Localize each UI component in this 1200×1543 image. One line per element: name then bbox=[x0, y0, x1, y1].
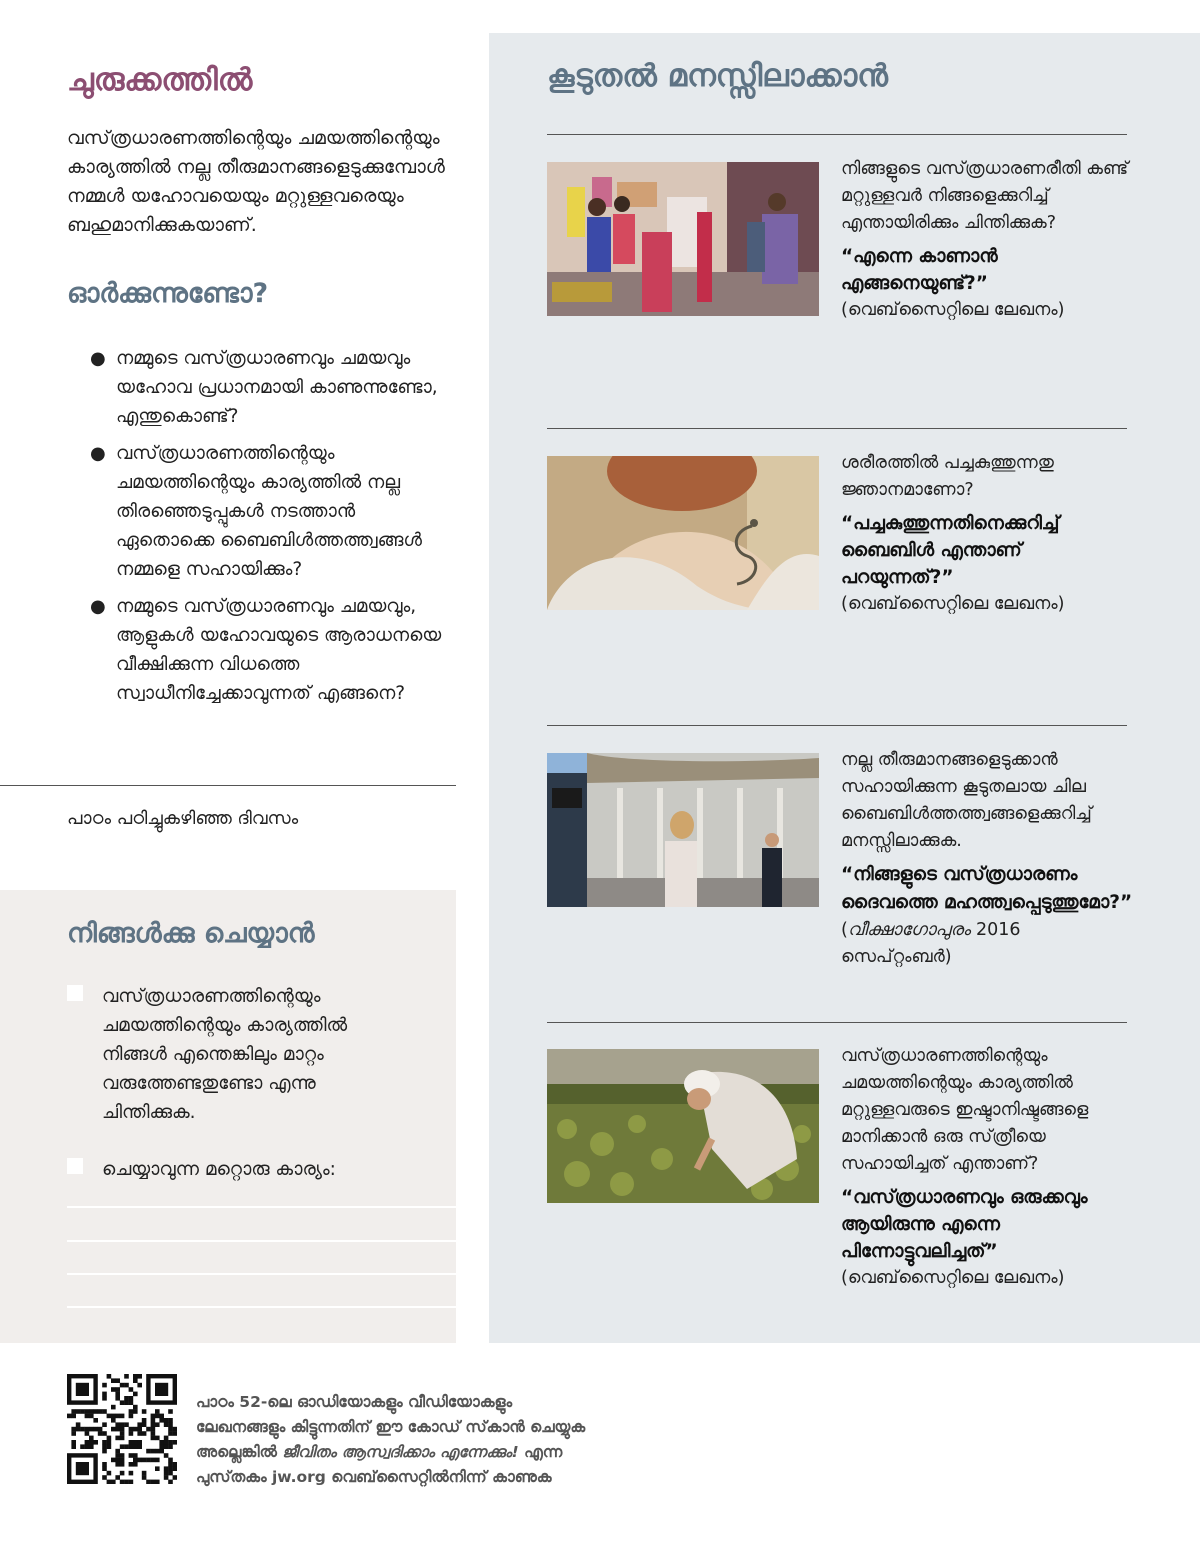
checkbox[interactable] bbox=[67, 985, 83, 1001]
learn-more-entry bbox=[841, 747, 1136, 971]
entry-title-line bbox=[841, 861, 1136, 971]
tattoo-image-icon bbox=[547, 456, 819, 610]
entry-source-magazine: വീക്ഷാഗോപുരം bbox=[847, 920, 971, 940]
todo-item-text: ചെയ്യാവുന്ന മറ്റൊരു കാര്യം: bbox=[102, 1159, 336, 1180]
checkbox[interactable] bbox=[67, 1158, 83, 1174]
footer-line: പുസ്‌തകം jw.org വെബ്‌സൈറ്റിൽനിന്ന്‌ കാണുക bbox=[196, 1468, 552, 1486]
learn-more-entry bbox=[841, 156, 1136, 324]
entry-title-link[interactable]: “എന്നെ കാണാൻ എങ്ങനെയുണ്ട്‌?” bbox=[841, 246, 998, 294]
list-item bbox=[90, 344, 450, 431]
footer-line-part: എന്ന bbox=[518, 1443, 563, 1461]
review-questions-list bbox=[90, 344, 450, 716]
question-text: നമ്മുടെ വസ്‌ത്രധാരണവും ചമയവും യഹോവ പ്രധാനമായി കാണുന്നുണ്ടോ, എന്തുകൊണ്ട്‌? bbox=[116, 348, 438, 427]
clothing-store-photo[interactable] bbox=[547, 162, 819, 316]
learn-more-entry bbox=[841, 1043, 1136, 1292]
clothing-store-image-icon bbox=[547, 162, 819, 316]
summary-text: വസ്‌ത്രധാരണത്തിന്റെയും ചമയത്തിന്റെയും കാര്യത്തിൽ നല്ല തീരുമാനങ്ങളെടുക്കുമ്പോൾ നമ്മൾ യഹോവയെയും മറ്റുള്ളവരെയും ബഹുമാനിക്കുകയാണ്‌. bbox=[67, 127, 445, 236]
stadium-image-icon bbox=[547, 753, 819, 907]
divider bbox=[0, 785, 456, 786]
qr-code-icon bbox=[67, 1374, 177, 1484]
stadium-reporter-photo[interactable] bbox=[547, 753, 819, 907]
divider bbox=[547, 725, 1127, 726]
book-title: ജീവിതം ആസ്വദിക്കാം എന്നേക്കും! bbox=[282, 1443, 519, 1461]
entry-description: ശരീരത്തിൽ പച്ചകുത്തുന്നതു ജ്ഞാനമാണോ? bbox=[841, 453, 1054, 500]
bullet-icon: ● bbox=[90, 348, 106, 369]
entry-source: (വെബ്‌സൈറ്റിലെ ലേഖനം) bbox=[841, 300, 1065, 320]
entry-source-open: ( bbox=[841, 920, 848, 940]
question-text: നമ്മുടെ വസ്‌ത്രധാരണവും ചമയവും, ആളുകൾ യഹോവയുടെ ആരാധനയെ വീക്ഷിക്കുന്ന വിധത്തെ സ്വാധീനിച്ചേക്കാവുന്നത്‌ എങ്ങനെ? bbox=[116, 596, 442, 704]
entry-description: നിങ്ങളുടെ വസ്‌ത്രധാരണരീതി കണ്ട്‌ മറ്റുള്ളവർ നിങ്ങളെക്കുറിച്ച്‌ എന്തായിരിക്കും ചിന്തിക്കുക? bbox=[841, 159, 1129, 233]
entry-description: വസ്‌ത്രധാരണത്തിന്റെയും ചമയത്തിന്റെയും കാര്യത്തിൽ മറ്റുള്ളവരുടെ ഇഷ്ടാനിഷ്ടങ്ങളെ മാനിക്കാൻ ഒരു സ്‌ത്രീയെ സഹായിച്ചത്‌ എന്താണ്‌? bbox=[841, 1046, 1089, 1174]
entry-source: (വെബ്‌സൈറ്റിലെ ലേഖനം) bbox=[841, 1268, 1065, 1288]
entry-description: നല്ല തീരുമാനങ്ങളെടുക്കാൻ സഹായിക്കുന്ന കൂടുതലായ ചില ബൈബിൾത്തത്ത്വങ്ങളെക്കുറിച്ച്‌ മനസ്സിലാക്കുക. bbox=[841, 750, 1092, 851]
footer-line-part: അല്ലെങ്കിൽ bbox=[196, 1443, 283, 1461]
question-text: വസ്‌ത്രധാരണത്തിന്റെയും ചമയത്തിന്റെയും കാര്യത്തിൽ നല്ല തിരഞ്ഞെടുപ്പുകൾ നടത്താൻ ഏതൊക്കെ ബൈബിൾത്തത്ത്വങ്ങൾ നമ്മളെ സഹായിക്കും? bbox=[116, 443, 422, 580]
remember-heading: ഓർക്കുന്നുണ്ടോ? bbox=[67, 278, 269, 309]
divider bbox=[547, 1022, 1127, 1023]
writing-line[interactable] bbox=[67, 1306, 456, 1308]
bullet-icon: ● bbox=[90, 443, 106, 464]
footer-note bbox=[196, 1390, 686, 1490]
todo-heading: നിങ്ങൾക്കു ചെയ്യാൻ bbox=[67, 918, 315, 949]
todo-item[interactable] bbox=[67, 1155, 397, 1184]
list-item bbox=[90, 592, 450, 708]
learn-more-heading: കൂടുതൽ മനസ്സിലാക്കാൻ bbox=[547, 58, 888, 94]
divider bbox=[547, 428, 1127, 429]
summary-heading: ചുരുക്കത്തിൽ bbox=[67, 62, 253, 98]
entry-title-link[interactable]: “പച്ചകുത്തുന്നതിനെക്കുറിച്ച്‌ ബൈബിൾ എന്താണ്‌ പറയുന്നത്‌?” bbox=[841, 513, 1060, 588]
writing-line[interactable] bbox=[67, 1273, 456, 1275]
entry-source-issue: 2016 സെപ്‌റ്റംബർ) bbox=[841, 920, 1021, 967]
todo-item-text: വസ്‌ത്രധാരണത്തിന്റെയും ചമയത്തിന്റെയും കാര്യത്തിൽ നിങ്ങൾ എന്തെങ്കിലും മാറ്റം വരുത്തേണ്ടതുണ്ടോ എന്നു ചിന്തിക്കുക. bbox=[102, 986, 348, 1123]
date-completed-label: പാഠം പഠിച്ചുകഴിഞ്ഞ ദിവസം bbox=[67, 808, 299, 829]
entry-source: (വെബ്‌സൈറ്റിലെ ലേഖനം) bbox=[841, 594, 1065, 614]
field-worker-photo[interactable] bbox=[547, 1049, 819, 1203]
writing-line[interactable] bbox=[67, 1206, 456, 1208]
todo-item[interactable] bbox=[67, 982, 397, 1127]
tattoo-photo[interactable] bbox=[547, 456, 819, 610]
entry-title-link[interactable]: “നിങ്ങളുടെ വസ്‌ത്രധാരണം ദൈവത്തെ മഹത്ത്വപ്പെടുത്തുമോ?” bbox=[841, 864, 1133, 913]
footer-line: ലേഖനങ്ങളും കിട്ടുന്നതിന്‌ ഈ കോഡ്‌ സ്‌കാൻ ചെയ്യുക bbox=[196, 1418, 586, 1436]
divider bbox=[547, 134, 1127, 135]
field-image-icon bbox=[547, 1049, 819, 1203]
writing-line[interactable] bbox=[67, 1240, 456, 1242]
bullet-icon: ● bbox=[90, 596, 106, 617]
list-item bbox=[90, 439, 450, 584]
footer-line: പാഠം 52-ലെ ഓഡിയോകളും വീഡിയോകളും bbox=[196, 1393, 513, 1411]
learn-more-entry bbox=[841, 450, 1136, 618]
entry-title-link[interactable]: “വസ്‌ത്രധാരണവും ഒരുക്കവും ആയിരുന്നു എന്നെ പിന്നോട്ടുവലിച്ചത്‌” bbox=[841, 1187, 1088, 1262]
qr-code[interactable] bbox=[67, 1374, 177, 1484]
